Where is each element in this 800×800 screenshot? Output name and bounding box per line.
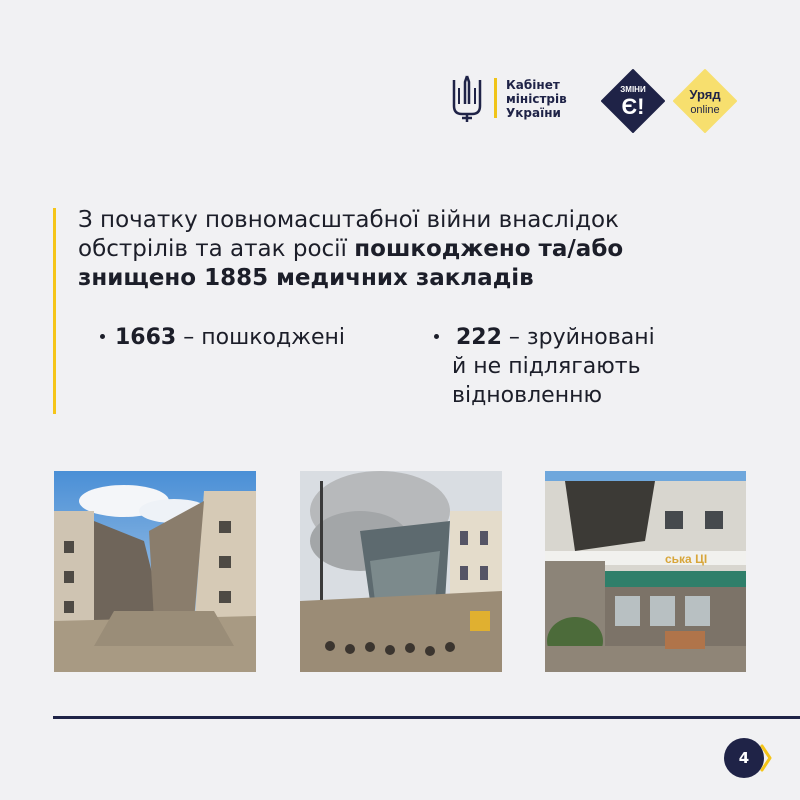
stat-destroyed-text-2: й не підлягають bbox=[452, 354, 641, 379]
cabinet-ministers-logo-text bbox=[506, 78, 567, 120]
logo-divider bbox=[494, 78, 497, 118]
stat-damaged bbox=[100, 323, 345, 352]
footer-divider bbox=[53, 716, 800, 719]
online-label: online bbox=[690, 104, 720, 116]
lead-line-2-bold: пошкоджено та/або bbox=[354, 236, 624, 262]
photo-destroyed-building-3 bbox=[545, 471, 746, 672]
stat-damaged-value: 1663 bbox=[115, 325, 177, 350]
svg-text:ська ЦІ: ська ЦІ bbox=[665, 552, 708, 566]
photo-destroyed-building-2 bbox=[300, 471, 502, 672]
uryad-online-badge bbox=[672, 68, 738, 134]
uryad-label: Уряд bbox=[689, 87, 721, 102]
zminy-badge bbox=[600, 68, 666, 134]
bullet-icon bbox=[100, 334, 105, 339]
lead-line-3-bold: знищено 1885 медичних закладів bbox=[78, 265, 534, 291]
accent-bar bbox=[53, 208, 56, 414]
stat-destroyed-text-3: відновленню bbox=[452, 383, 602, 408]
stat-destroyed-text-1: – зруйновані bbox=[501, 325, 655, 350]
header-logos bbox=[450, 66, 750, 136]
lead-line-1: З початку повномасштабної війни внаслідок bbox=[78, 207, 619, 233]
cabinet-line-1: Кабінет bbox=[506, 78, 560, 92]
ukraine-trident-icon bbox=[450, 74, 484, 124]
bullet-icon bbox=[434, 334, 439, 339]
stat-destroyed-value: 222 bbox=[456, 325, 502, 350]
zminy-label: ЗМІНИ bbox=[620, 85, 646, 94]
photo-destroyed-building-1 bbox=[54, 471, 256, 672]
lead-statement bbox=[78, 206, 728, 293]
lead-line-2-plain: обстрілів та атак росії bbox=[78, 236, 355, 262]
zminy-letter: Є! bbox=[621, 94, 645, 119]
stat-destroyed bbox=[434, 323, 714, 410]
cabinet-line-2: міністрів bbox=[506, 92, 567, 106]
cabinet-line-3: України bbox=[506, 106, 561, 120]
page-number: 4 bbox=[738, 749, 750, 767]
stat-damaged-text: – пошкоджені bbox=[176, 325, 346, 350]
